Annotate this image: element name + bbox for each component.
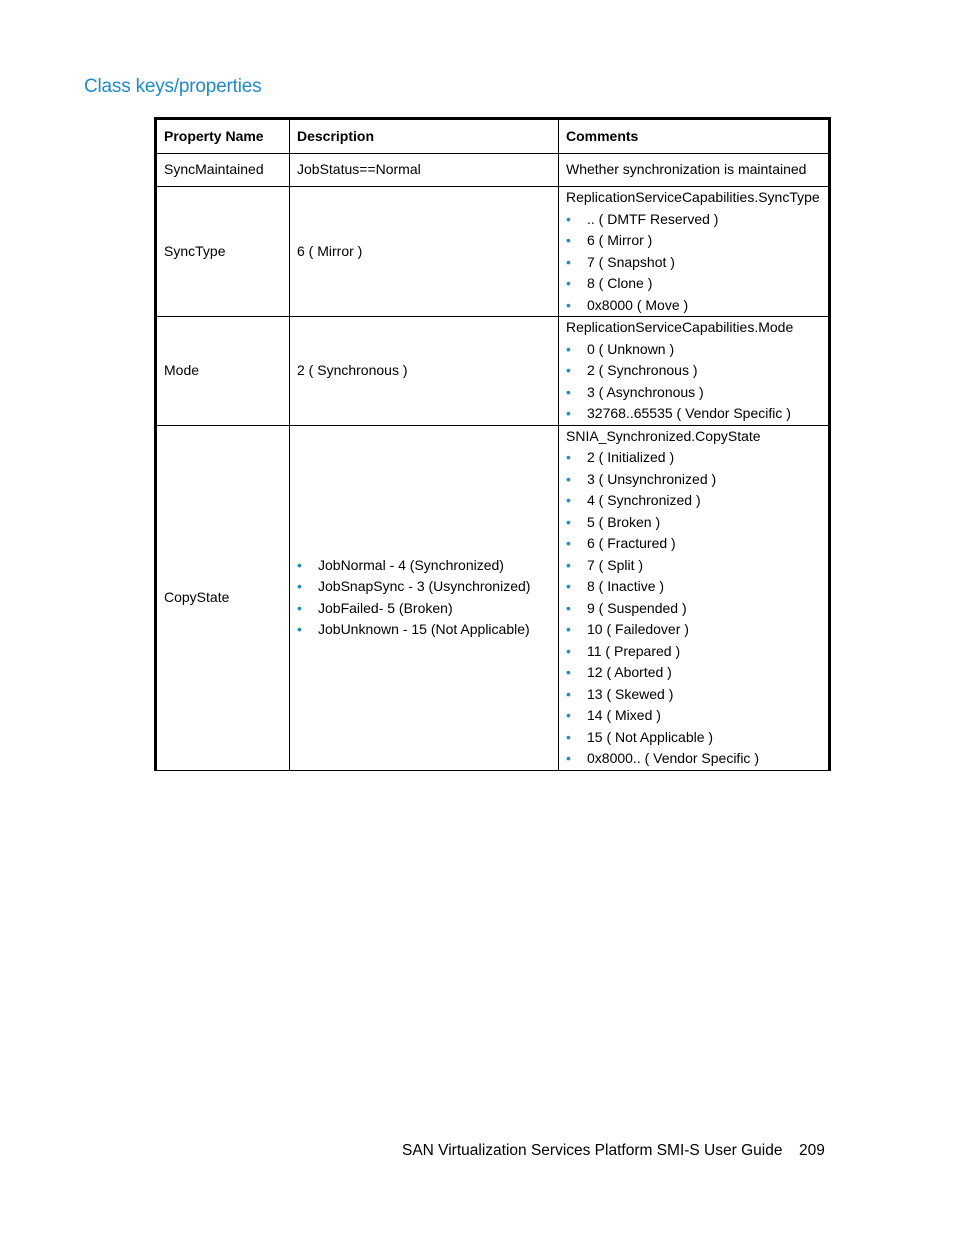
list-item-text: 11 ( Prepared ) bbox=[587, 642, 681, 659]
bullet-icon: • bbox=[566, 362, 571, 378]
description-cell: 6 ( Mirror ) bbox=[290, 187, 559, 317]
comments-bullet-list bbox=[566, 209, 821, 317]
bullet-icon: • bbox=[566, 750, 571, 766]
list-item-text: 4 ( Synchronized ) bbox=[587, 492, 701, 508]
list-item-text: 6 ( Fractured ) bbox=[587, 535, 676, 551]
bullet-icon: • bbox=[566, 621, 571, 637]
list-item-text: 9 ( Suspended ) bbox=[587, 599, 687, 616]
list-item bbox=[566, 576, 821, 598]
list-item-text: JobSnapSync - 3 (Usynchronized) bbox=[318, 578, 531, 594]
bullet-icon: • bbox=[566, 728, 571, 745]
list-item bbox=[566, 230, 821, 252]
list-item-text: 7 ( Snapshot ) bbox=[587, 253, 675, 270]
list-item bbox=[566, 684, 821, 706]
list-item bbox=[297, 619, 551, 641]
list-item-text: 8 ( Inactive ) bbox=[587, 578, 665, 594]
list-item-text: 8 ( Clone ) bbox=[587, 275, 653, 291]
list-item bbox=[566, 727, 821, 749]
description-bullet-list bbox=[297, 555, 551, 641]
bullet-icon: • bbox=[566, 210, 571, 227]
list-item bbox=[297, 555, 551, 577]
list-item-text: 12 ( Aborted ) bbox=[587, 664, 672, 680]
bullet-icon: • bbox=[566, 340, 571, 357]
bullet-icon: • bbox=[297, 599, 302, 616]
bullet-icon: • bbox=[297, 621, 302, 637]
description-cell: JobStatus==Normal bbox=[290, 154, 559, 187]
header-comments: Comments bbox=[559, 119, 830, 154]
bullet-icon: • bbox=[566, 253, 571, 270]
list-item-text: 32768..65535 ( Vendor Specific ) bbox=[587, 405, 791, 421]
list-item bbox=[297, 598, 551, 620]
list-item bbox=[566, 533, 821, 555]
comments-heading: ReplicationServiceCapabilities.Mode bbox=[566, 319, 794, 335]
list-item bbox=[566, 339, 821, 361]
list-item bbox=[566, 705, 821, 727]
list-item bbox=[566, 403, 821, 425]
list-item-text: .. ( DMTF Reserved ) bbox=[587, 210, 719, 227]
list-item bbox=[566, 273, 821, 295]
list-item-text: JobNormal - 4 (Synchronized) bbox=[318, 556, 504, 573]
bullet-icon: • bbox=[566, 470, 571, 487]
bullet-icon: • bbox=[566, 383, 571, 400]
list-item-text: 3 ( Unsynchronized ) bbox=[587, 470, 717, 487]
bullet-icon: • bbox=[566, 685, 571, 702]
comments-cell: Whether synchronization is maintained bbox=[559, 154, 830, 187]
bullet-icon: • bbox=[566, 578, 571, 594]
class-properties-table bbox=[154, 117, 831, 771]
bullet-icon: • bbox=[566, 296, 571, 313]
list-item bbox=[566, 598, 821, 620]
list-item bbox=[566, 382, 821, 404]
comments-cell bbox=[559, 317, 830, 426]
list-item-text: 10 ( Failedover ) bbox=[587, 621, 689, 637]
list-item-text: 0 ( Unknown ) bbox=[587, 340, 675, 357]
table-row bbox=[156, 425, 830, 770]
comments-bullet-list bbox=[566, 339, 821, 425]
table-row bbox=[156, 187, 830, 317]
list-item-text: 0x8000 ( Move ) bbox=[587, 296, 689, 313]
property-name-cell: SyncMaintained bbox=[156, 154, 290, 187]
bullet-icon: • bbox=[566, 664, 571, 680]
list-item bbox=[566, 295, 821, 317]
list-item bbox=[566, 512, 821, 534]
list-item-text: 13 ( Skewed ) bbox=[587, 685, 674, 702]
list-item-text: 3 ( Asynchronous ) bbox=[587, 383, 704, 400]
comments-cell bbox=[559, 425, 830, 770]
bullet-icon: • bbox=[566, 492, 571, 508]
footer-guide-title: SAN Virtualization Services Platform SMI-S User Guide bbox=[402, 1142, 783, 1159]
list-item bbox=[566, 490, 821, 512]
list-item-text: 2 ( Initialized ) bbox=[587, 449, 675, 465]
list-item bbox=[566, 641, 821, 663]
header-description: Description bbox=[290, 119, 559, 154]
list-item bbox=[566, 555, 821, 577]
list-item-text: 7 ( Split ) bbox=[587, 556, 644, 573]
list-item-text: 6 ( Mirror ) bbox=[587, 232, 653, 248]
property-name-cell: CopyState bbox=[156, 425, 290, 770]
bullet-icon: • bbox=[566, 513, 571, 530]
list-item-text: 14 ( Mixed ) bbox=[587, 707, 661, 723]
property-name-cell: Mode bbox=[156, 317, 290, 426]
list-item bbox=[566, 748, 821, 770]
list-item-text: 15 ( Not Applicable ) bbox=[587, 728, 714, 745]
property-name-cell: SyncType bbox=[156, 187, 290, 317]
bullet-icon: • bbox=[566, 405, 571, 421]
description-cell: 2 ( Synchronous ) bbox=[290, 317, 559, 426]
bullet-icon: • bbox=[566, 642, 571, 659]
bullet-icon: • bbox=[566, 707, 571, 723]
list-item-text: 2 ( Synchronous ) bbox=[587, 362, 698, 378]
list-item-text: 5 ( Broken ) bbox=[587, 513, 661, 530]
list-item-text: JobFailed- 5 (Broken) bbox=[318, 599, 453, 616]
list-item bbox=[566, 252, 821, 274]
table-row bbox=[156, 154, 830, 187]
bullet-icon: • bbox=[297, 578, 302, 594]
list-item bbox=[566, 662, 821, 684]
list-item bbox=[297, 576, 551, 598]
table-header-row bbox=[156, 119, 830, 154]
list-item bbox=[566, 447, 821, 469]
bullet-icon: • bbox=[566, 232, 571, 248]
comments-bullet-list bbox=[566, 447, 821, 770]
comments-cell bbox=[559, 187, 830, 317]
bullet-icon: • bbox=[566, 275, 571, 291]
page-number: 209 bbox=[799, 1142, 825, 1159]
comments-heading: ReplicationServiceCapabilities.SyncType bbox=[566, 189, 820, 205]
list-item bbox=[566, 360, 821, 382]
table-row bbox=[156, 317, 830, 426]
section-heading: Class keys/properties bbox=[84, 76, 262, 97]
list-item bbox=[566, 619, 821, 641]
list-item-text: JobUnknown - 15 (Not Applicable) bbox=[318, 621, 530, 637]
bullet-icon: • bbox=[566, 535, 571, 551]
list-item-text: 0x8000.. ( Vendor Specific ) bbox=[587, 750, 759, 766]
bullet-icon: • bbox=[566, 449, 571, 465]
bullet-icon: • bbox=[297, 556, 302, 573]
bullet-icon: • bbox=[566, 599, 571, 616]
list-item bbox=[566, 469, 821, 491]
list-item bbox=[566, 209, 821, 231]
bullet-icon: • bbox=[566, 556, 571, 573]
header-property-name: Property Name bbox=[156, 119, 290, 154]
comments-heading: SNIA_Synchronized.CopyState bbox=[566, 427, 761, 444]
description-cell bbox=[290, 425, 559, 770]
